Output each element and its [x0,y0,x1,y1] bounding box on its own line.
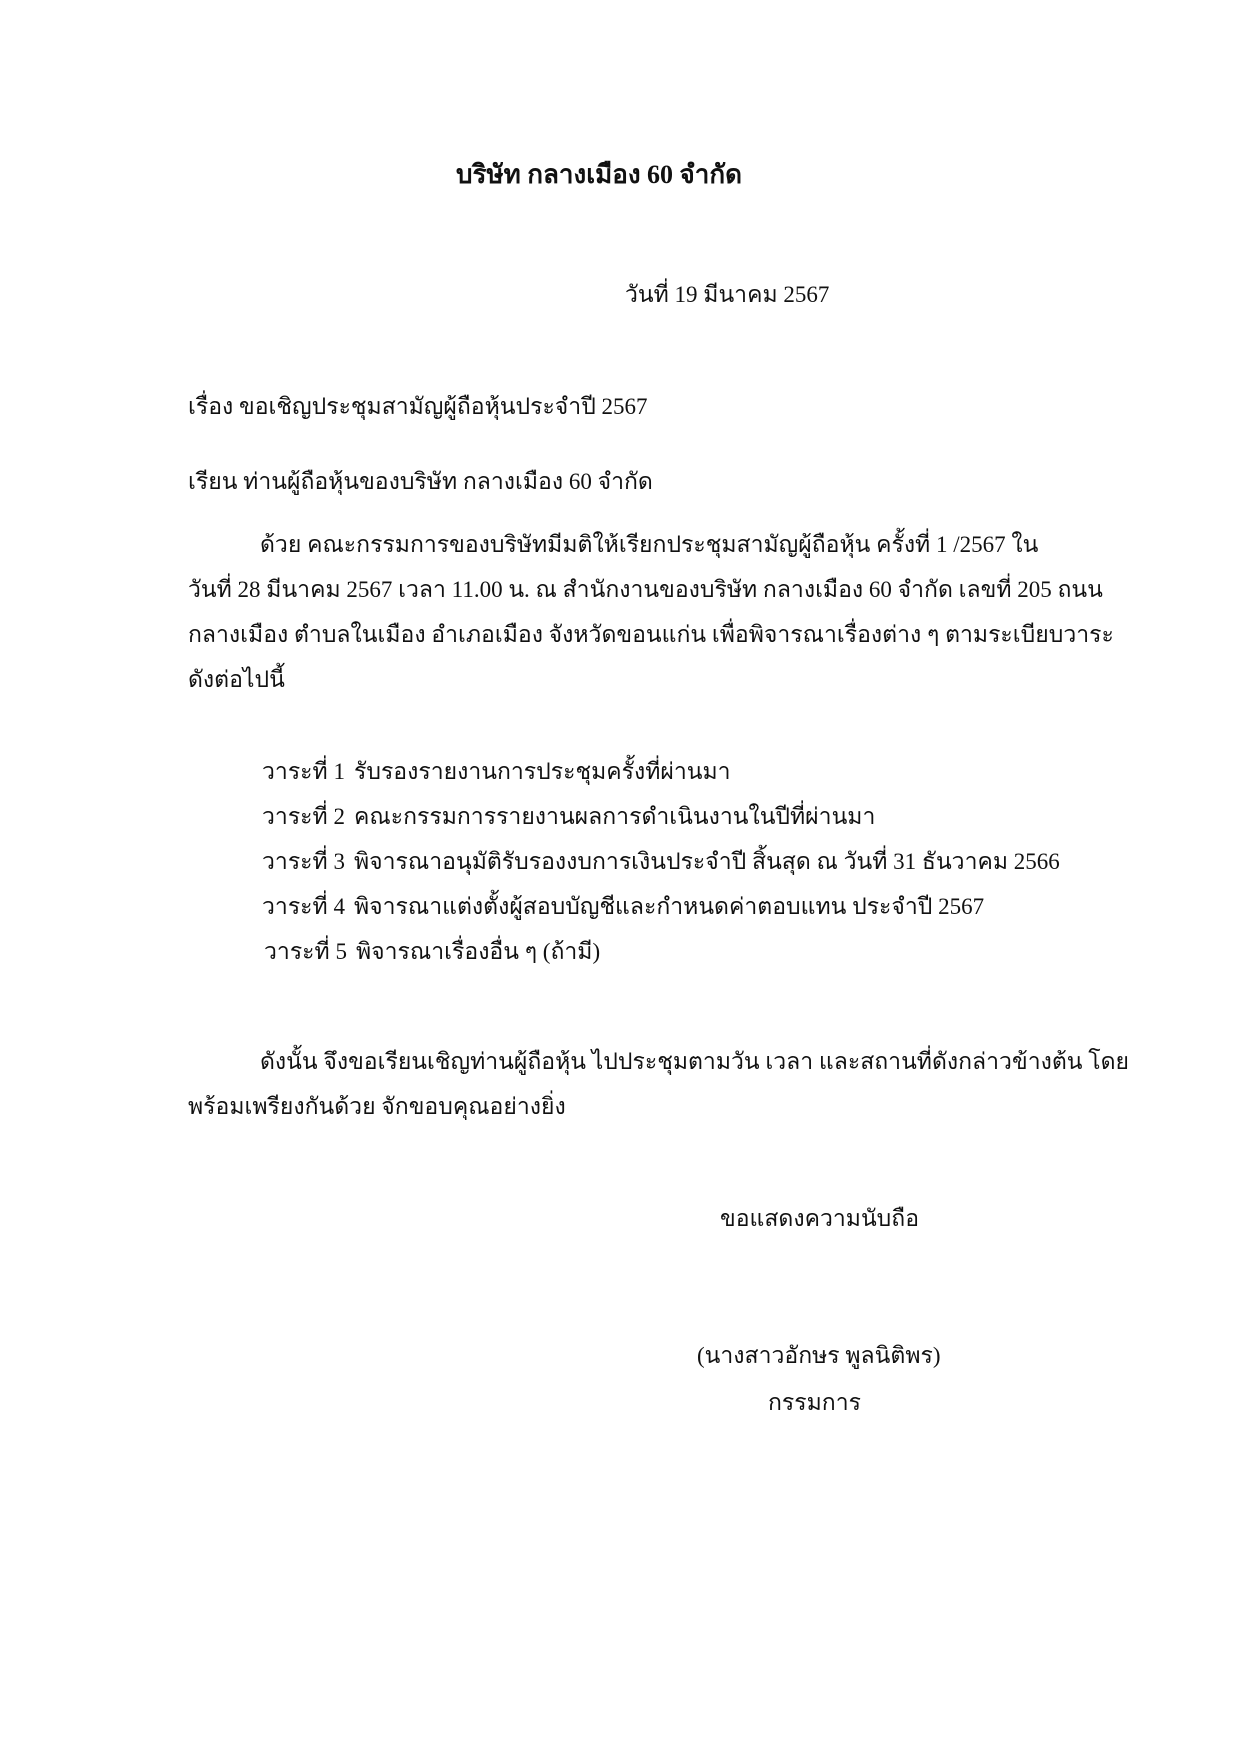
letter-salutation: เรียน ท่านผู้ถือหุ้นของบริษัท กลางเมือง 60 จำกัด [188,469,653,494]
signer-position: กรรมการ [768,1390,861,1415]
agenda-item [262,847,1060,877]
agenda-item [262,757,731,787]
body-line: ด้วย คณะกรรมการของบริษัทมีมติให้เรียกประชุมสามัญผู้ถือหุ้น ครั้งที่ 1 /2567 ใน [260,532,1039,557]
letter-date: วันที่ 19 มีนาคม 2567 [625,282,830,307]
agenda-text: คณะกรรมการรายงานผลการดำเนินงานในปีที่ผ่านมา [354,804,876,829]
agenda-item [264,937,600,967]
agenda-number: วาระที่ 3 [262,849,345,874]
agenda-text: รับรองรายงานการประชุมครั้งที่ผ่านมา [354,759,731,784]
agenda-text: พิจารณาแต่งตั้งผู้สอบบัญชีและกำหนดค่าตอบแทน ประจำปี 2567 [354,894,985,919]
closing-regards: ขอแสดงความนับถือ [720,1206,920,1231]
body-line: วันที่ 28 มีนาคม 2567 เวลา 11.00 น. ณ สำนักงานของบริษัท กลางเมือง 60 จำกัด เลขที่ 205 ถนน [188,577,1103,602]
agenda-item [262,802,875,832]
agenda-number: วาระที่ 2 [262,804,345,829]
letter-subject: เรื่อง ขอเชิญประชุมสามัญผู้ถือหุ้นประจำปี 2567 [188,394,648,419]
agenda-text: พิจารณาเรื่องอื่น ๆ (ถ้ามี) [356,939,601,964]
agenda-text: พิจารณาอนุมัติรับรองงบการเงินประจำปี สิ้นสุด ณ วันที่ 31 ธันวาคม 2566 [354,849,1060,874]
company-title: บริษัท กลางเมือง 60 จำกัด [456,160,743,189]
agenda-number: วาระที่ 5 [264,939,347,964]
body-line: ดังต่อไปนี้ [188,667,285,692]
agenda-number: วาระที่ 1 [262,759,345,784]
closing-line: ดังนั้น จึงขอเรียนเชิญท่านผู้ถือหุ้น ไปประชุมตามวัน เวลา และสถานที่ดังกล่าวข้างต้น โดย [260,1049,1130,1074]
closing-line: พร้อมเพรียงกันด้วย จักขอบคุณอย่างยิ่ง [188,1094,566,1119]
agenda-number: วาระที่ 4 [262,894,345,919]
agenda-item [262,892,984,922]
signer-name: (นางสาวอักษร พูลนิติพร) [697,1343,941,1368]
body-line: กลางเมือง ตำบลในเมือง อำเภอเมือง จังหวัดขอนแก่น เพื่อพิจารณาเรื่องต่าง ๆ ตามระเบียบวาระ [188,622,1114,647]
